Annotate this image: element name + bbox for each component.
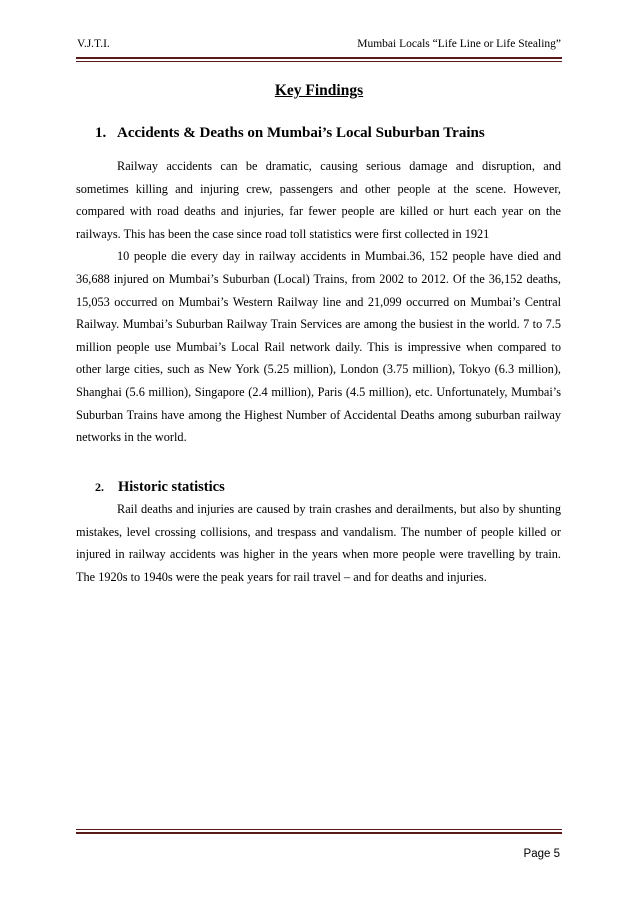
- paragraph: 10 people die every day in railway accidents in Mumbai.36, 152 people have died and 36,688 injured on Mumbai’s Suburban (Local) Trains, from 2002 to 2012. Of the 36,152 deaths, 15,053 occurred on Mumbai’s Western Railway line and 21,099 occurred on Mumbai’s Central Railway. Mumbai’s Suburban Railway Train Services are among the busiest in the world. 7 to 7.5 million people use Mumbai’s Local Rail network daily. This is impressive when compared to other large cities, such as New York (5.25 million), London (3.75 million), Tokyo (6.3 million), Shanghai (5.6 million), Singapore (2.4 million), Paris (4.5 million), etc. Unfortunately, Mumbai’s Suburban Trains have among the Highest Number of Accidental Deaths among suburban railway networks in the world.: [76, 249, 561, 445]
- page-title: Key Findings: [274, 82, 364, 99]
- section-body-accidents: [76, 155, 561, 449]
- footer-rule-thick: [76, 832, 562, 834]
- section-heading-accidents: [95, 125, 485, 142]
- header-rule-thin: [76, 61, 562, 62]
- page-number: Page 5: [523, 848, 560, 860]
- section-number: 2.: [95, 480, 104, 494]
- header-document-title: Mumbai Locals “Life Line or Life Stealing”: [357, 38, 561, 50]
- page-header: [77, 38, 561, 54]
- footer-rule-thin: [76, 829, 562, 830]
- section-heading-historic: [95, 479, 225, 496]
- section-title: Accidents & Deaths on Mumbai’s Local Suburban Trains: [117, 125, 485, 141]
- header-institution: V.J.T.I.: [77, 38, 110, 50]
- section-body-historic: [76, 498, 561, 588]
- header-rule-thick: [76, 57, 562, 59]
- section-number: 1.: [95, 125, 107, 141]
- paragraph: Railway accidents can be dramatic, causing serious damage and disruption, and sometimes killing and injuring crew, passengers and other people at the scene. However, compared with road deaths and injuries, far fewer people are killed or hurt each year on the railways. This has been the case since road toll statistics were first collected in 1921: [76, 159, 561, 241]
- section-title: Historic statistics: [118, 479, 225, 495]
- paragraph: Rail deaths and injuries are caused by train crashes and derailments, but also by shunting mistakes, level crossing collisions, and trespass and vandalism. The number of people killed or injured in railway accidents was higher in the years when more people were travelling by train. The 1920s to 1940s were the peak years for rail travel – and for deaths and injuries.: [76, 502, 561, 584]
